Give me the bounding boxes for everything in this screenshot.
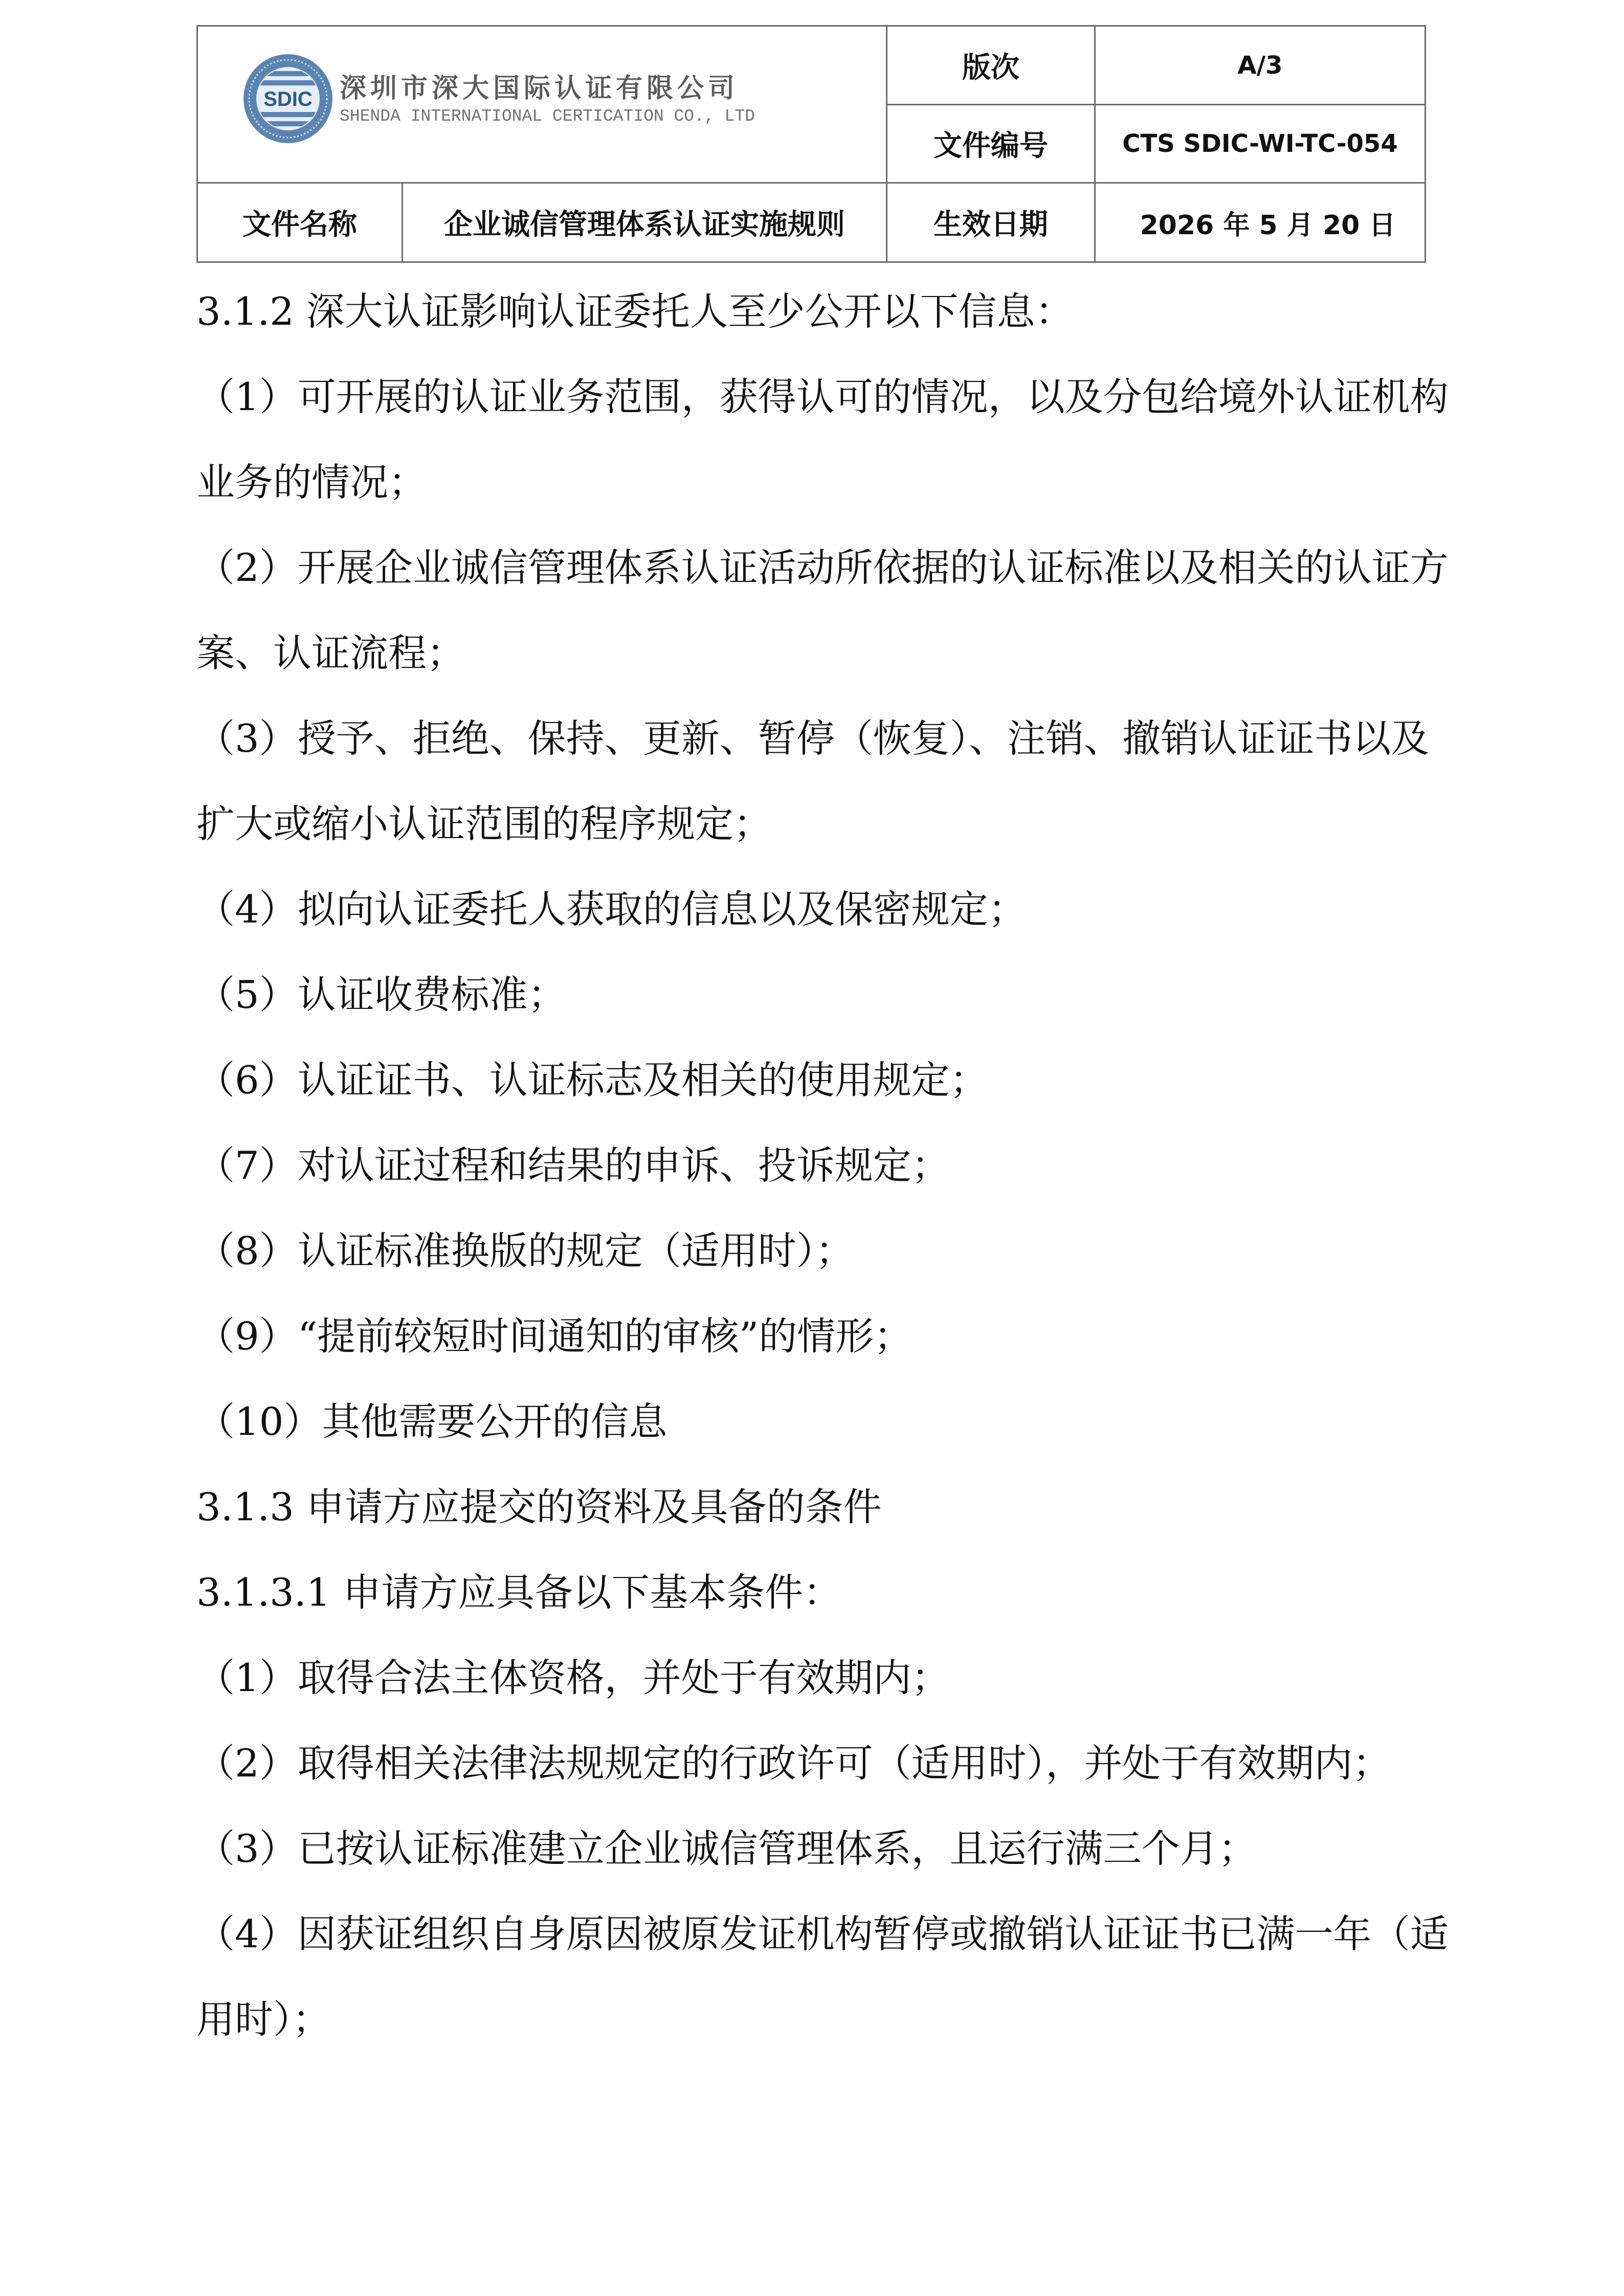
text-line: （8）认证标准换版的规定（适用时）； bbox=[196, 1228, 854, 1273]
disclosure-list-item bbox=[196, 525, 1449, 696]
text-line: 案、认证流程； bbox=[196, 631, 465, 676]
clause-heading bbox=[196, 269, 1444, 354]
disclosure-list-item bbox=[196, 1123, 1444, 1208]
disclosure-list-item bbox=[196, 1038, 1444, 1123]
text-line: 用时）； bbox=[196, 1997, 331, 2042]
logo-mark-icon bbox=[242, 53, 334, 145]
text-line: （7）对认证过程和结果的申诉、投诉规定； bbox=[196, 1143, 950, 1188]
logo-mark-text: SDIC bbox=[263, 88, 313, 110]
condition-list-item bbox=[196, 1635, 1444, 1721]
document-body bbox=[196, 269, 1449, 2062]
document-number-value: CTS SDIC-WI-TC-054 bbox=[1096, 105, 1425, 182]
company-logo bbox=[198, 27, 886, 182]
condition-list-item bbox=[196, 1721, 1444, 1806]
logo-stripe bbox=[252, 80, 324, 85]
condition-list-item bbox=[196, 1806, 1444, 1892]
company-name-cn: 深圳市深大国际认证有限公司 bbox=[340, 73, 739, 104]
document-name-label: 文件名称 bbox=[198, 184, 402, 261]
text-line: （6）认证证书、认证标志及相关的使用规定； bbox=[196, 1057, 988, 1102]
disclosure-list-item bbox=[196, 354, 1449, 525]
text-line: （1）取得合法主体资格，并处于有效期内； bbox=[196, 1655, 950, 1700]
clause-heading bbox=[196, 1465, 1444, 1550]
text-line: （1）可开展的认证业务范围，获得认可的情况，以及分包给境外认证机构 bbox=[196, 374, 1449, 419]
condition-list-item bbox=[196, 1892, 1449, 2062]
text-line: （4）拟向认证委托人获取的信息以及保密规定； bbox=[196, 887, 1027, 932]
document-number-label: 文件编号 bbox=[887, 105, 1094, 182]
version-value: A/3 bbox=[1096, 27, 1425, 104]
disclosure-list-item bbox=[196, 1379, 1444, 1465]
text-line: （4）因获证组织自身原因被原发证机构暂停或撤销认证证书已满一年（适 bbox=[196, 1911, 1449, 1956]
text-line: （3）已按认证标准建立企业诚信管理体系，且运行满三个月； bbox=[196, 1826, 1257, 1871]
text-line: （2）取得相关法律法规规定的行政许可（适用时），并处于有效期内； bbox=[196, 1741, 1391, 1786]
disclosure-list-item bbox=[196, 696, 1444, 867]
text-line: （3）授予、拒绝、保持、更新、暂停（恢复）、注销、撤销认证证书以及 bbox=[196, 716, 1430, 761]
logo-stripe bbox=[252, 112, 324, 117]
text-line: 3.1.3 申请方应提交的资料及具备的条件 bbox=[196, 1484, 882, 1529]
text-line: 业务的情况； bbox=[196, 460, 427, 505]
company-name-en: SHENDA INTERNATIONAL CERTICATION CO., LTD bbox=[340, 107, 755, 126]
text-line: 扩大或缩小认证范围的程序规定； bbox=[196, 801, 772, 846]
document-name-value: 企业诚信管理体系认证实施规则 bbox=[403, 184, 886, 261]
document-header-table bbox=[196, 25, 1426, 263]
effective-date-label: 生效日期 bbox=[887, 184, 1094, 261]
disclosure-list-item bbox=[196, 952, 1444, 1038]
text-line: （5）认证收费标准； bbox=[196, 972, 566, 1017]
effective-date-value: 2026 年 5 月 20 日 bbox=[1096, 184, 1425, 261]
disclosure-list-item bbox=[196, 867, 1444, 952]
disclosure-list-item bbox=[196, 1294, 1444, 1379]
text-line: （10）其他需要公开的信息 bbox=[196, 1399, 668, 1444]
clause-subheading bbox=[196, 1550, 1444, 1635]
version-label: 版次 bbox=[887, 27, 1094, 104]
text-line: （2）开展企业诚信管理体系认证活动所依据的认证标准以及相关的认证方 bbox=[196, 545, 1449, 590]
disclosure-list-item bbox=[196, 1208, 1444, 1294]
text-line: 3.1.2 深大认证影响认证委托人至少公开以下信息： bbox=[196, 289, 1074, 334]
text-line: （9）“提前较短时间通知的审核”的情形； bbox=[196, 1314, 913, 1359]
text-line: 3.1.3.1 申请方应具备以下基本条件： bbox=[196, 1570, 842, 1615]
